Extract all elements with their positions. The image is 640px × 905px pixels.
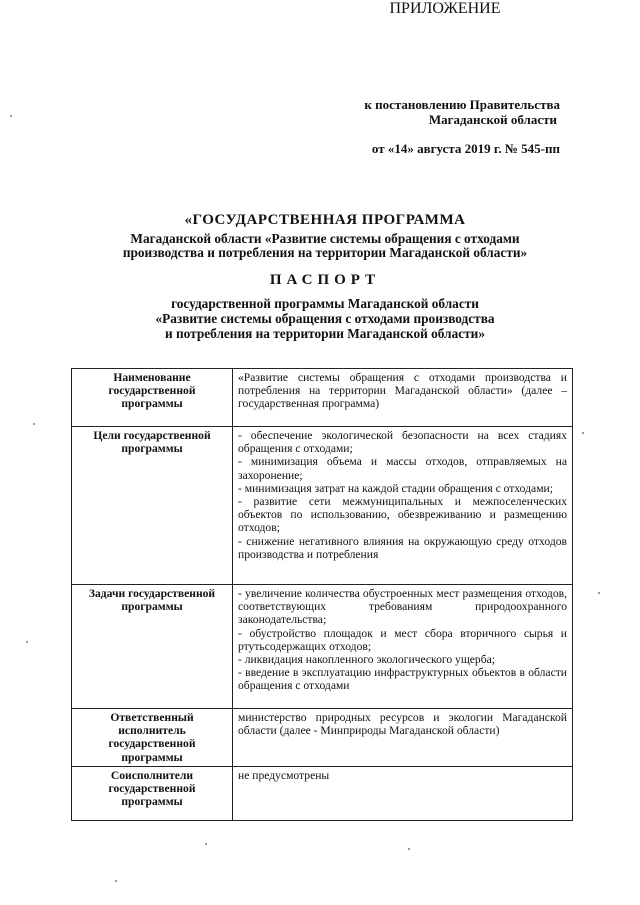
passport-subtitle-line-2: «Развитие системы обращения с отходами производства — [155, 311, 495, 326]
value-line: - минимизация объема и массы отходов, отправляемых на захоронение; — [238, 455, 567, 482]
program-subtitle — [60, 232, 590, 260]
passport-subtitle-line-1: государственной программы Магаданской области — [171, 296, 479, 311]
scan-speck — [10, 115, 12, 117]
value-line: «Развитие системы обращения с отходами производства и потребления на территории Магаданской области» (далее – государственная программа) — [238, 371, 567, 411]
value-line: - развитие сети межмуниципальных и межпоселенческих объектов по использованию, обезвреживанию и размещению отходов; — [238, 495, 567, 535]
row-label: Задачи государственной программы — [72, 585, 233, 709]
program-title: «ГОСУДАРСТВЕННАЯ ПРОГРАММА — [184, 212, 466, 228]
value-line: - увеличение количества обустроенных мест размещения отходов, соответствующих требованиям природоохранного законодательства; — [238, 587, 567, 627]
row-value — [233, 369, 573, 427]
row-label: Наименование государственной программы — [72, 369, 233, 427]
row-label: Соисполнители государственной программы — [72, 766, 233, 820]
value-line: - снижение негативного влияния на окружающую среду отходов производства и потребления — [238, 534, 567, 561]
scan-speck — [598, 592, 600, 594]
row-label: Цели государственной программы — [72, 427, 233, 585]
passport-title: ПАСПОРТ — [269, 272, 381, 288]
table-row — [72, 766, 573, 820]
value-line: министерство природных ресурсов и экологии Магаданской области (далее - Минприроды Магаданской области) — [238, 711, 567, 738]
appendix-title: ПРИЛОЖЕНИЕ — [389, 0, 501, 17]
table-row — [72, 585, 573, 709]
scan-speck — [205, 843, 207, 845]
passport-subtitle-line-3: и потребления на территории Магаданской области» — [165, 326, 485, 341]
scan-speck — [115, 880, 117, 882]
value-line: не предусмотрены — [238, 768, 330, 782]
value-line: - минимизация затрат на каждой стадии обращения с отходами; — [238, 481, 553, 495]
table-row — [72, 709, 573, 767]
value-line: - обустройство площадок и мест сбора вторичного сырья и ртутьсодержащих отходов; — [238, 626, 567, 653]
row-value — [233, 709, 573, 767]
row-label: Ответственный исполнитель государственной программы — [72, 709, 233, 767]
passport-table — [71, 368, 573, 821]
table-row — [72, 427, 573, 585]
table-row — [72, 369, 573, 427]
value-line: - введение в эксплуатацию инфраструктурных объектов в области обращения с отходами — [238, 666, 567, 693]
passport-subtitle — [60, 296, 590, 341]
scan-speck — [26, 641, 28, 643]
appendix-line-2: Магаданской области — [428, 112, 557, 127]
value-line: - обеспечение экологической безопасности на всех стадиях обращения с отходами; — [238, 429, 567, 456]
value-line: - ликвидация накопленного экологического ущерба; — [238, 653, 495, 667]
scan-speck — [408, 848, 410, 850]
appendix-line-1: к постановлению Правительства — [364, 97, 560, 112]
row-value — [233, 427, 573, 585]
program-subtitle-line-2: производства и потребления на территории Магаданской области» — [122, 245, 528, 260]
appendix-date: от «14» августа 2019 г. № 545-пп — [371, 141, 560, 156]
program-subtitle-line-1: Магаданской области «Развитие системы обращения с отходами — [130, 231, 520, 246]
scan-speck — [582, 432, 584, 434]
row-value — [233, 585, 573, 709]
row-value — [233, 766, 573, 820]
scan-speck — [33, 423, 35, 425]
